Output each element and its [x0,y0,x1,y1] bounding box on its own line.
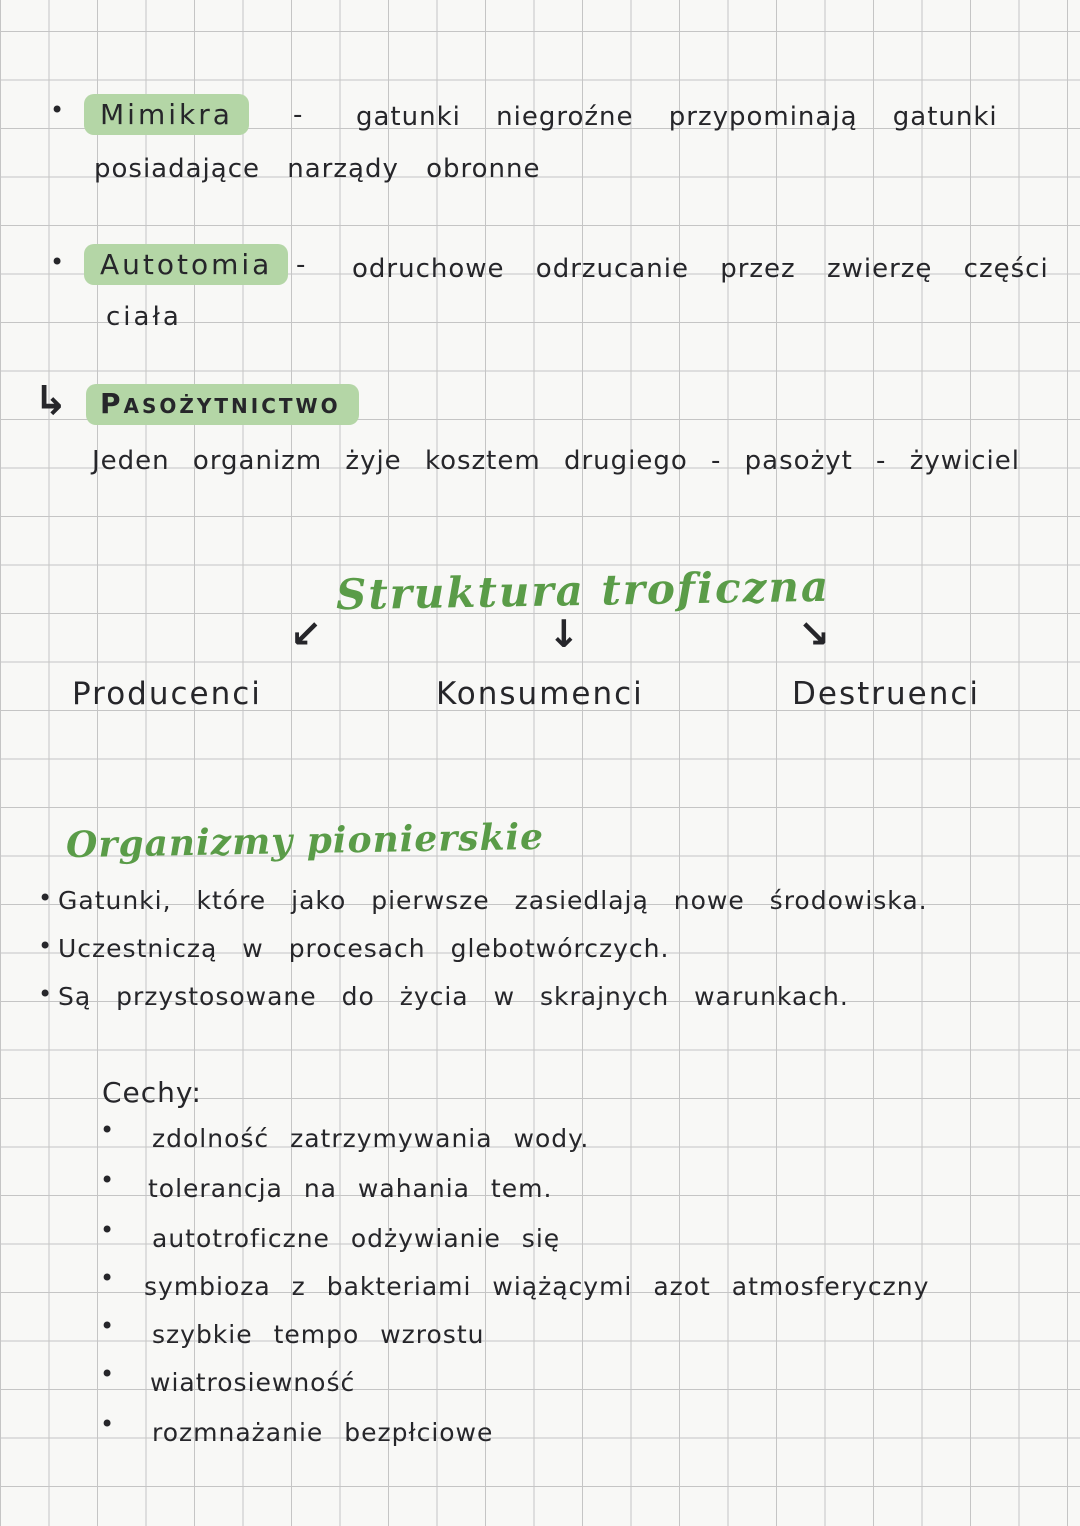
pioneers-bullet: Uczestniczą w procesach glebotwórczych. [58,934,670,963]
down-arrow-icon: ↓ [548,612,580,656]
down-left-arrow-icon: ↙ [290,612,322,656]
bullet-dot [100,1362,114,1386]
trophic-column-producenci: Producenci [72,676,262,712]
down-right-arrow-icon: ↘ [798,612,830,656]
bullet-dot [38,886,52,910]
bullet-dot [100,1218,114,1242]
pioneers-bullet: Są przystosowane do życia w skrajnych warunkach. [58,982,849,1011]
bullet-dot [100,1412,114,1436]
bullet-dot [38,934,52,958]
definition-text: odruchowe odrzucanie przez zwierzę części [352,254,1049,284]
feature-item: tolerancja na wahania tem. [148,1174,553,1203]
bullet-dot [100,1118,114,1142]
definition-dash: - [293,100,304,130]
bullet-dot [100,1266,114,1290]
feature-item: rozmnażanie bezpłciowe [152,1418,494,1447]
section-title-pasozytnictwo: Pasożytnictwo [86,384,359,425]
feature-item: zdolność zatrzymywania wody. [152,1124,590,1153]
term-highlight-mimikra: Mimikra [84,94,249,135]
bullet-dot [100,1314,114,1338]
definition-dash: - [296,250,307,280]
feature-item: autotroficzne odżywianie się [152,1224,561,1253]
features-label: Cechy: [102,1076,202,1109]
trophic-column-konsumenci: Konsumenci [436,676,644,712]
feature-item: wiatrosiewność [150,1368,356,1397]
bullet-dot [38,982,52,1006]
branch-arrow-icon: ↳ [34,378,68,424]
bullet-dot [50,98,64,122]
term-highlight-autotomia: Autotomia [84,244,288,285]
definition-text: ciała [106,302,182,332]
pioneers-bullet: Gatunki, które jako pierwsze zasiedlają nowe środowiska. [58,886,928,915]
definition-text: gatunki niegroźne przypominają gatunki [356,102,998,132]
feature-item: symbioza z bakteriami wiążącymi azot atmosferyczny [144,1272,930,1301]
feature-item: szybkie tempo wzrostu [152,1320,485,1349]
bullet-dot [100,1168,114,1192]
section-description: Jeden organizm żyje kosztem drugiego - pasożyt - żywiciel [92,446,1020,476]
trophic-column-destruenci: Destruenci [792,676,981,712]
bullet-dot [50,250,64,274]
pioneers-title: Organizmy pionierskie [65,815,545,867]
trophic-structure-title: Struktura troficzna [335,561,831,620]
definition-text: posiadające narządy obronne [94,154,541,184]
